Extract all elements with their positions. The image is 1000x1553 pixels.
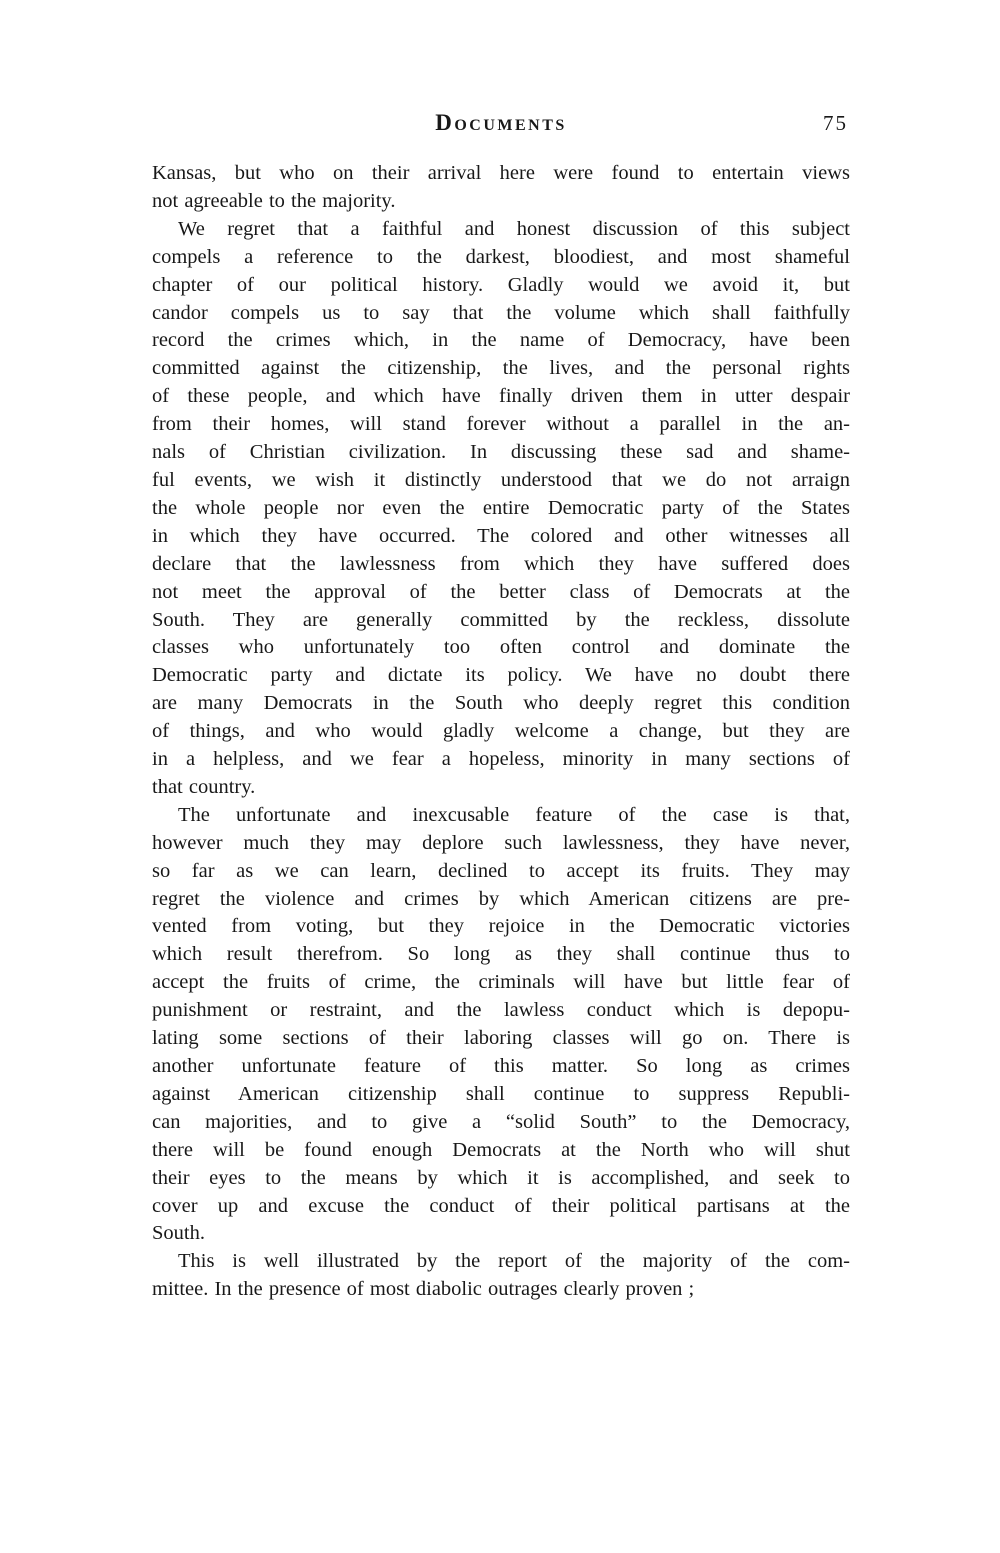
text-line: that country.	[152, 775, 256, 798]
text-line: compels a reference to the darkest, bloodiest, and most shameful	[152, 245, 850, 268]
text-line: not agreeable to the majority.	[152, 189, 396, 212]
text-line: in which they have occurred. The colored and other witnesses all	[152, 524, 850, 547]
running-head	[152, 110, 850, 138]
body-text	[152, 160, 850, 1304]
text-line: candor compels us to say that the volume which shall faithfully	[152, 301, 850, 324]
text-line: regret the violence and crimes by which American citizens are pre-	[152, 887, 850, 910]
text-line: South. They are generally committed by the reckless, dissolute	[152, 608, 850, 631]
text-line: the whole people nor even the entire Democratic party of the States	[152, 496, 850, 519]
text-line: nals of Christian civilization. In discussing these sad and shame-	[152, 441, 850, 464]
text-line: committed against the citizenship, the lives, and the personal rights	[152, 357, 850, 380]
text-line: punishment or restraint, and the lawless conduct which is depopu-	[152, 999, 850, 1022]
page-number: 75	[823, 111, 848, 135]
paragraph	[152, 216, 850, 802]
text-line: This is well illustrated by the report of the majority of the com-	[178, 1250, 850, 1273]
text-line: South.	[152, 1222, 205, 1245]
text-line: record the crimes which, in the name of Democracy, have been	[152, 329, 850, 352]
text-line: of these people, and which have finally driven them in utter despair	[152, 385, 850, 408]
paragraph	[152, 1248, 850, 1304]
text-line: Democratic party and dictate its policy. We have no doubt there	[152, 664, 850, 687]
text-line: in a helpless, and we fear a hopeless, minority in many sections of	[152, 748, 850, 771]
text-line: can majorities, and to give a “solid South” to the Democracy,	[152, 1110, 850, 1133]
text-line: vented from voting, but they rejoice in the Democratic victories	[152, 915, 850, 938]
text-line: cover up and excuse the conduct of their political partisans at the	[152, 1194, 850, 1217]
text-line: another unfortunate feature of this matter. So long as crimes	[152, 1055, 850, 1077]
text-line: mittee. In the presence of most diabolic outrages clearly proven ;	[152, 1278, 695, 1301]
text-line: declare that the lawlessness from which they have suffered does	[152, 552, 850, 575]
text-line: against American citizenship shall continue to suppress Republi-	[152, 1082, 850, 1105]
text-line: classes who unfortunately too often control and dominate the	[152, 636, 850, 659]
text-line: which result therefrom. So long as they shall continue thus to	[152, 943, 850, 966]
text-line: however much they may deplore such lawlessness, they have never,	[152, 831, 850, 854]
text-line: ful events, we wish it distinctly understood that we do not arraign	[152, 468, 850, 491]
text-line: lating some sections of their laboring classes will go on. There is	[152, 1027, 850, 1050]
text-line: there will be found enough Democrats at the North who will shut	[152, 1138, 850, 1161]
paragraph	[152, 802, 850, 1249]
text-line: from their homes, will stand forever without a parallel in the an-	[152, 413, 850, 436]
text-line: accept the fruits of crime, the criminals will have but little fear of	[152, 971, 850, 994]
running-head-title: Documents	[435, 110, 567, 135]
paragraph	[152, 160, 850, 216]
text-line: of things, and who would gladly welcome a change, but they are	[152, 720, 850, 743]
text-line: are many Democrats in the South who deeply regret this condition	[152, 692, 850, 715]
text-line: chapter of our political history. Gladly would we avoid it, but	[152, 273, 850, 296]
text-line: not meet the approval of the better class of Democrats at the	[152, 580, 850, 603]
text-line: their eyes to the means by which it is accomplished, and seek to	[152, 1166, 850, 1189]
text-line: Kansas, but who on their arrival here were found to entertain views	[152, 162, 850, 184]
text-line: so far as we can learn, declined to accept its fruits. They may	[152, 859, 850, 882]
text-line: We regret that a faithful and honest discussion of this subject	[178, 217, 850, 240]
text-line: The unfortunate and inexcusable feature of the case is that,	[178, 803, 850, 826]
